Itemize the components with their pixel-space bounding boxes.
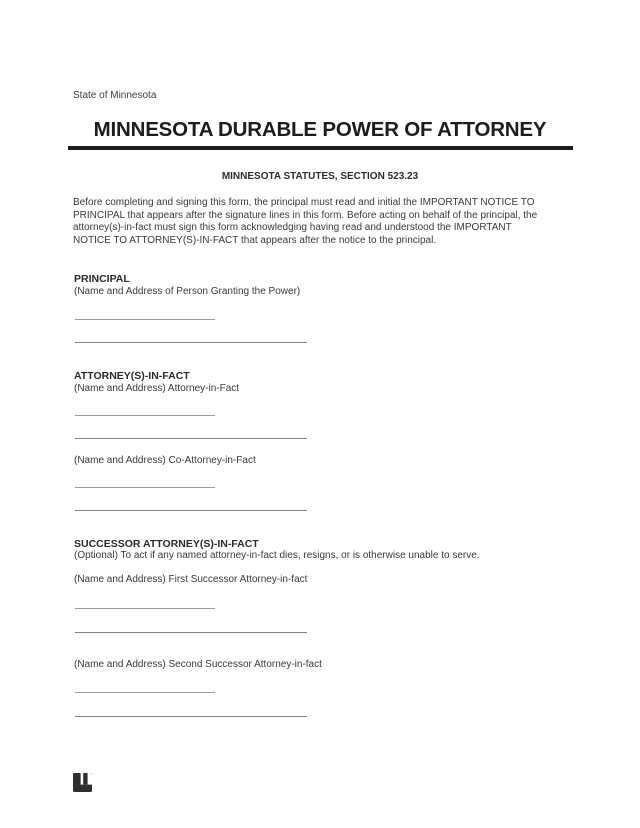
intro-line: PRINCIPAL that appears after the signature lines in this form. Before acting on behalf of the principal, the (73, 209, 538, 221)
principal-name-line[interactable] (75, 319, 215, 320)
statute-heading: MINNESOTA STATUTES, SECTION 523.23 (221, 171, 419, 182)
intro-paragraph (73, 197, 583, 247)
principal-section-description: (Name and Address of Person Granting the Power) (74, 286, 301, 297)
jurisdiction-label: State of Minnesota (73, 90, 157, 101)
successor-attorneys-section-heading: SUCCESSOR ATTORNEY(S)-IN-FACT (74, 538, 259, 550)
first-successor-attorney-label: (Name and Address) First Successor Attorney-in-fact (74, 574, 308, 585)
second-successor-attorney-label: (Name and Address) Second Successor Attorney-in-fact (74, 659, 322, 670)
co-attorney-in-fact-name-line[interactable] (75, 487, 215, 488)
successor-attorneys-section-description: (Optional) To act if any named attorney-in-fact dies, resigns, or is otherwise unable to serve. (74, 550, 480, 561)
intro-line: attorney(s)-in-fact must sign this form acknowledging having read and understood the IMPORTANT (73, 222, 512, 233)
co-attorney-in-fact-label: (Name and Address) Co-Attorney-in-Fact (74, 455, 256, 466)
principal-section-heading: PRINCIPAL (74, 273, 130, 285)
first-successor-attorney-name-line[interactable] (75, 608, 215, 609)
attorney-in-fact-name-line[interactable] (75, 415, 215, 416)
second-successor-attorney-name-line[interactable] (75, 692, 215, 693)
attorney-in-fact-address-line[interactable] (75, 438, 307, 439)
intro-line: NOTICE TO ATTORNEY(S)-IN-FACT that appears after the notice to the principal. (73, 234, 437, 246)
title-rule-divider (68, 146, 573, 150)
co-attorney-in-fact-address-line[interactable] (75, 510, 307, 511)
attorneys-in-fact-section-heading: ATTORNEY(S)-IN-FACT (74, 370, 190, 382)
attorney-in-fact-label: (Name and Address) Attorney-in-Fact (74, 383, 240, 394)
intro-line: Before completing and signing this form, the principal must read and initial the IMPORTANT NOTICE TO (73, 197, 535, 208)
principal-address-line[interactable] (75, 342, 307, 343)
second-successor-attorney-address-line[interactable] (75, 716, 307, 717)
first-successor-attorney-address-line[interactable] (75, 632, 307, 633)
page-title: MINNESOTA DURABLE POWER OF ATTORNEY (93, 118, 547, 141)
legal-templates-logo-icon (73, 773, 92, 792)
